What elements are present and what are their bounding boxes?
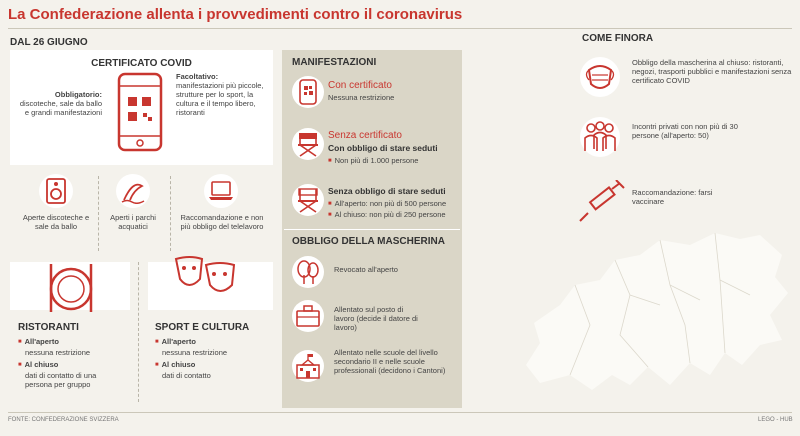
sport-item-1-label: ■ All'aperto [155,337,265,348]
speaker-icon [44,178,68,204]
right-item-1: Obbligo della mascherina al chiuso: ristoranti, negozi, trasporti pubblici e manifestazioni senza certificato COVID [632,58,792,85]
sport-item-1 [155,337,265,357]
mandatory-text: discoteche, sale da ballo e grandi manifestazioni [19,99,102,117]
standing-item-2: ■ Al chiuso: non più di 250 persone [328,210,446,221]
mandatory-block [16,90,102,117]
syringe-icon [578,180,626,224]
footer-credit: LEGO - HUB [758,417,793,423]
restaurants-heading: RISTORANTI [18,322,79,333]
plate-cutlery-icon [44,262,98,316]
restaurants-item-2 [18,360,98,389]
restaurants-item-1-text: nessuna restrizione [25,348,91,357]
water-slide-icon [120,178,146,204]
right-item-3: Raccomandazione: farsi vaccinare [632,188,713,206]
mask-item-3: Allentato nelle scuole del livello secondario II e nelle scuole professionali (decidono i Cantoni) [334,348,446,375]
seated-item: ■ Non più di 1.000 persone [328,156,418,167]
venue-text-2: Aperti i parchi acquatici [110,213,156,231]
face-mask-icon [583,60,617,94]
sport-item-2-text: dati di contatto [162,371,211,380]
sport-item-2-label: ■ Al chiuso [155,360,265,371]
director-chair-empty-icon [297,187,319,213]
sport-heading: SPORT E CULTURA [155,322,250,333]
standing-title: Senza obbligo di stare seduti [328,186,446,196]
restaurants-item-2-text: dati di contatto di una persona per gruppo [25,371,97,389]
mask-heading: OBBLIGO DELLA MASCHERINA [292,236,445,247]
restaurants-item-1-label: ■ All'aperto [18,337,128,348]
certificate-heading: CERTIFICATO COVID [91,58,192,69]
date-label: DAL 26 GIUGNO [10,37,88,48]
briefcase-icon [296,305,320,327]
right-item-2: Incontri privati con non più di 30 persone (all'aperto: 50) [632,122,738,140]
mandatory-label: Obbligatorio: [54,90,102,99]
trees-icon [296,259,320,285]
standing-item-1: ■ All'aperto: non più di 500 persone [328,199,446,210]
with-cert-text: Nessuna restrizione [328,93,395,102]
sport-item-2 [155,360,265,380]
school-building-icon [296,353,320,379]
events-heading: MANIFESTAZIONI [292,57,377,68]
optional-block [176,72,270,117]
restaurants-item-1 [18,337,128,357]
switzerland-map [520,225,792,405]
certificate-panel [10,50,273,165]
page-title: La Confederazione allenta i provvedimenti contro il coronavirus [8,6,463,23]
people-group-icon [582,121,618,153]
footer-source: FONTE: CONFEDERAZIONE SVIZZERA [8,417,119,423]
restaurants-item-2-label: ■ Al chiuso [18,360,98,371]
optional-label: Facoltativo: [176,72,219,81]
mask-item-2: Allentato sul posto di lavoro (decide il datore di lavoro) [334,305,418,332]
mask-item-1: Revocato all'aperto [334,265,398,274]
laptop-icon [208,181,234,201]
smartphone-qr-icon [115,72,165,152]
venue-text-1: Aperte discoteche e sale da ballo [22,213,90,231]
without-cert-title: Senza certificato [328,130,402,141]
sport-item-1-text: nessuna restrizione [162,348,228,357]
venue-text-3: Raccomandazione e non più obbligo del telelavoro [180,213,264,231]
director-chair-icon [297,131,319,157]
optional-text: manifestazioni più piccole, strutture per lo sport, la cultura e il tempo libero, ristoranti [176,81,264,117]
right-heading: COME FINORA [582,33,654,44]
with-cert-title: Con certificato [328,80,392,91]
smartphone-certificate-icon [298,79,318,105]
theater-masks-icon [172,255,238,301]
seated-title: Con obbligo di stare seduti [328,143,438,153]
